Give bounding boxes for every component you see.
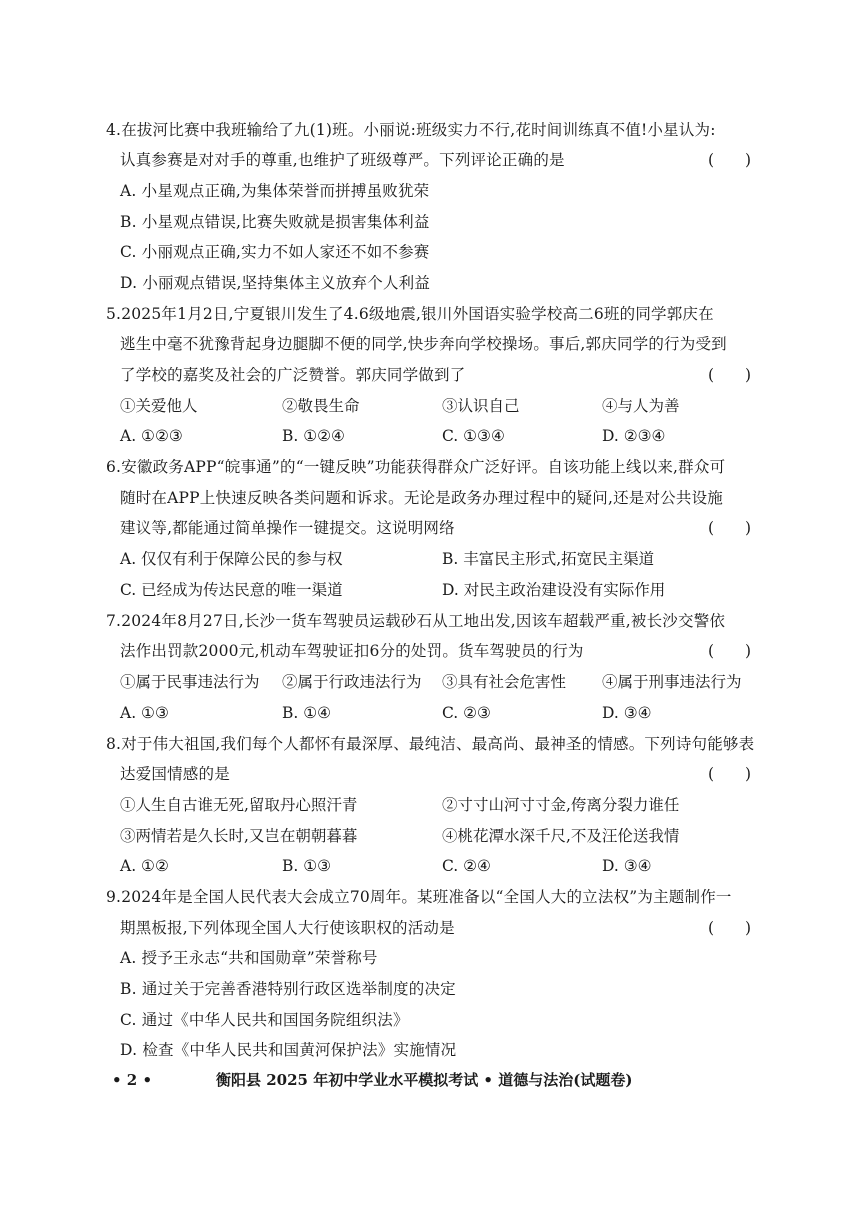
q7-option-d: D. ③④ bbox=[602, 704, 652, 722]
q9-option-a: A. 授予王永志“共和国勋章”荣誉称号 bbox=[120, 949, 378, 967]
q7-item-2: ②属于行政违法行为 bbox=[282, 673, 422, 691]
q8-item-1: ①人生自古谁无死,留取丹心照汗青 bbox=[120, 796, 358, 814]
q5-item-3: ③认识自己 bbox=[442, 397, 520, 415]
q9-stem-line2: 期黑板报,下列体现全国人大行使该职权的活动是 bbox=[120, 919, 455, 937]
q6-answer-paren: ( ) bbox=[708, 519, 752, 537]
q4-stem-line2: 认真参赛是对对手的尊重,也维护了班级尊严。下列评论正确的是 bbox=[120, 151, 565, 169]
q8-option-b: B. ①③ bbox=[282, 857, 332, 875]
q7-option-a: A. ①③ bbox=[120, 704, 169, 722]
q7-item-4: ④属于刑事违法行为 bbox=[602, 673, 742, 691]
q5-option-c: C. ①③④ bbox=[442, 427, 505, 445]
q9-option-b: B. 通过关于完善香港特别行政区选举制度的决定 bbox=[120, 980, 456, 998]
q5-item-4: ④与人为善 bbox=[602, 397, 680, 415]
q4-answer-paren: ( ) bbox=[708, 151, 752, 169]
q5-item-2: ②敬畏生命 bbox=[282, 397, 360, 415]
q5-items bbox=[120, 396, 760, 416]
q8-answer-paren: ( ) bbox=[708, 765, 752, 783]
q8-options bbox=[120, 856, 760, 876]
page-number: • 2 • bbox=[112, 1071, 153, 1089]
q8-option-d: D. ③④ bbox=[602, 857, 652, 875]
q5-option-a: A. ①②③ bbox=[120, 427, 183, 445]
q6-option-b: B. 丰富民主形式,拓宽民主渠道 bbox=[442, 550, 655, 568]
q8-item-4: ④桃花潭水深千尺,不及汪伦送我情 bbox=[442, 827, 680, 845]
q4-option-a: A. 小星观点正确,为集体荣誉而拼搏虽败犹荣 bbox=[120, 182, 430, 200]
q6-stem-line3: 建议等,都能通过简单操作一键提交。这说明网络 bbox=[120, 519, 455, 537]
q6-option-a: A. 仅仅有利于保障公民的参与权 bbox=[120, 550, 343, 568]
q7-items bbox=[120, 672, 760, 692]
q6-option-d: D. 对民主政治建设没有实际作用 bbox=[442, 581, 666, 599]
q6-options-row1 bbox=[120, 549, 760, 569]
q8-items-row2 bbox=[120, 826, 760, 846]
q5-options bbox=[120, 426, 760, 446]
q7-stem-line1: 7.2024年8月27日,长沙一货车驾驶员运载砂石从工地出发,因该车超载严重,被长沙交警依 bbox=[106, 612, 726, 630]
q8-stem-line2: 达爱国情感的是 bbox=[120, 765, 230, 783]
q7-answer-paren: ( ) bbox=[708, 642, 752, 660]
q9-answer-paren: ( ) bbox=[708, 919, 752, 937]
q4-option-b: B. 小星观点错误,比赛失败就是损害集体利益 bbox=[120, 213, 430, 231]
q5-stem-line2: 逃生中毫不犹豫背起身边腿脚不便的同学,快步奔向学校操场。事后,郭庆同学的行为受到 bbox=[120, 335, 727, 353]
q8-item-3: ③两情若是久长时,又岂在朝朝暮暮 bbox=[120, 827, 358, 845]
q7-option-b: B. ①④ bbox=[282, 704, 332, 722]
q6-stem-line1: 6.安徽政务APP“皖事通”的“一键反映”功能获得群众广泛好评。自该功能上线以来,群众可 bbox=[106, 458, 726, 476]
q8-items-row1 bbox=[120, 795, 760, 815]
q5-stem-line3: 了学校的嘉奖及社会的广泛赞誉。郭庆同学做到了 bbox=[120, 366, 466, 384]
q5-option-d: D. ②③④ bbox=[602, 427, 666, 445]
q9-option-c: C. 通过《中华人民共和国国务院组织法》 bbox=[120, 1011, 409, 1029]
q9-option-d: D. 检查《中华人民共和国黄河保护法》实施情况 bbox=[120, 1041, 457, 1059]
q5-stem-line1: 5.2025年1月2日,宁夏银川发生了4.6级地震,银川外国语实验学校高二6班的同学郭庆在 bbox=[106, 305, 714, 323]
q6-stem-line2: 随时在APP上快速反映各类问题和诉求。无论是政务办理过程中的疑问,还是对公共设施 bbox=[120, 489, 723, 507]
q7-option-c: C. ②③ bbox=[442, 704, 491, 722]
q7-item-1: ①属于民事违法行为 bbox=[120, 673, 260, 691]
exam-title-footer: 衡阳县 2025 年初中学业水平模拟考试 • 道德与法治(试题卷) bbox=[216, 1071, 633, 1089]
q5-answer-paren: ( ) bbox=[708, 366, 752, 384]
q8-item-2: ②寸寸山河寸寸金,侉离分裂力谁任 bbox=[442, 796, 680, 814]
q7-options bbox=[120, 703, 760, 723]
q8-option-c: C. ②④ bbox=[442, 857, 491, 875]
q5-item-1: ①关爱他人 bbox=[120, 397, 198, 415]
q4-stem-line1: 4.在拔河比赛中我班输给了九(1)班。小丽说:班级实力不行,花时间训练真不值!小星认为: bbox=[106, 121, 716, 139]
q4-option-d: D. 小丽观点错误,坚持集体主义放弃个人利益 bbox=[120, 274, 431, 292]
q6-options-row2 bbox=[120, 580, 760, 600]
q9-stem-line1: 9.2024年是全国人民代表大会成立70周年。某班准备以“全国人大的立法权”为主题制作一 bbox=[106, 888, 732, 906]
q8-stem-line1: 8.对于伟大祖国,我们每个人都怀有最深厚、最纯洁、最高尚、最神圣的情感。下列诗句能够表 bbox=[106, 735, 755, 753]
q5-option-b: B. ①②④ bbox=[282, 427, 345, 445]
q4-option-c: C. 小丽观点正确,实力不如人家还不如不参赛 bbox=[120, 243, 430, 261]
q6-option-c: C. 已经成为传达民意的唯一渠道 bbox=[120, 581, 343, 599]
q7-stem-line2: 法作出罚款2000元,机动车驾驶证扣6分的处罚。货车驾驶员的行为 bbox=[120, 642, 584, 660]
q7-item-3: ③具有社会危害性 bbox=[442, 673, 567, 691]
q8-option-a: A. ①② bbox=[120, 857, 169, 875]
